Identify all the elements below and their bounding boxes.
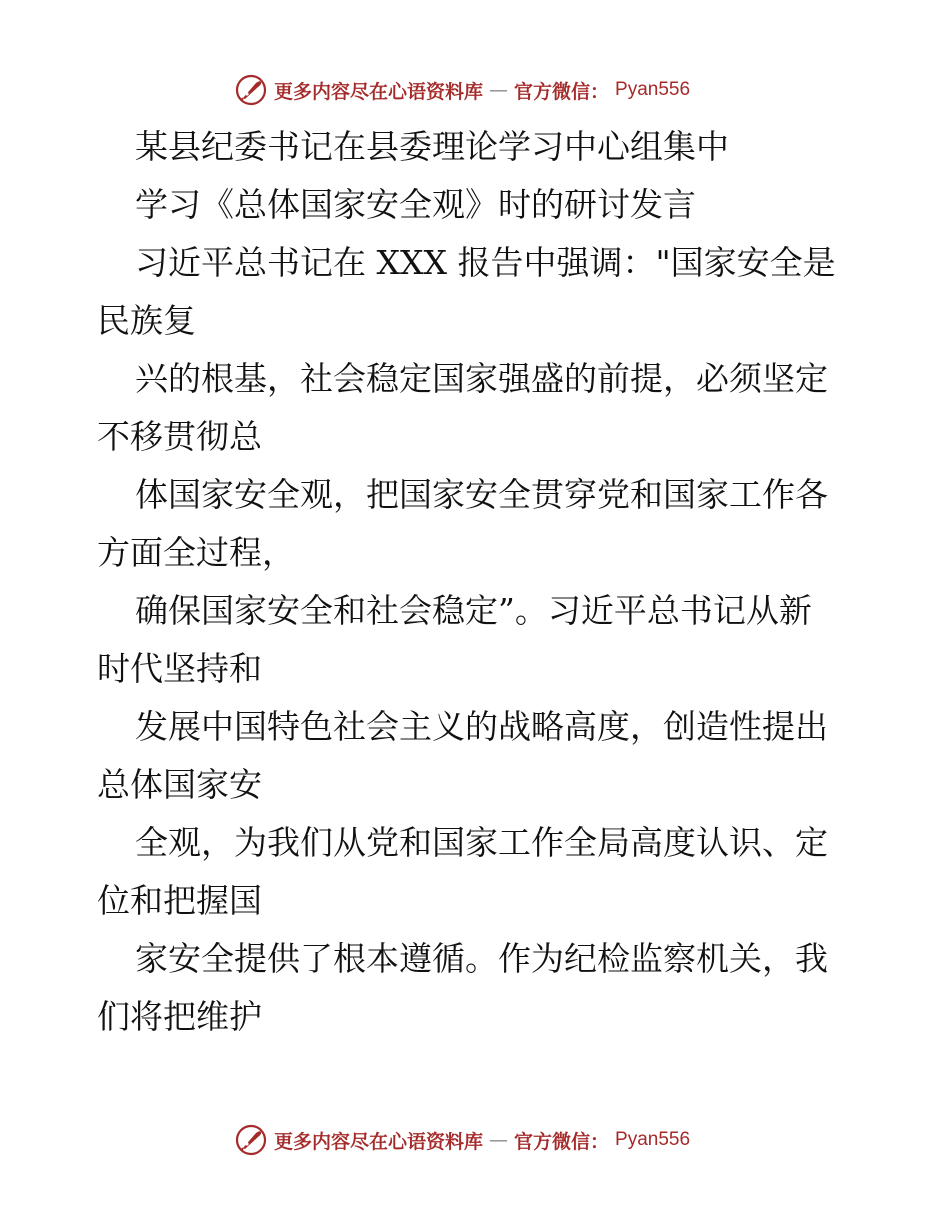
header-watermark [234, 72, 690, 108]
paragraph-line: 家安全提供了根本遵循。作为纪检监察机关，我 [135, 939, 828, 978]
paragraph-line: 体国家安全观，把国家安全贯穿党和国家工作各 [135, 475, 828, 514]
paragraph-line: 全观，为我们从党和国家工作全局高度认识、定 [135, 823, 828, 862]
quill-pen-logo-icon [234, 73, 268, 107]
paragraph-line: 习近平总书记在 XXX 报告中强调："国家安全是 [135, 243, 836, 282]
watermark-wechat-label: 官方微信： [514, 80, 610, 103]
document-title-line-1: 某县纪委书记在县委理论学习中心组集中 [135, 127, 729, 166]
paragraph-line: 总体国家安 [97, 765, 262, 804]
watermark-wechat-id: Pyan556 [615, 1129, 691, 1150]
paragraph-line: 位和把握国 [97, 881, 262, 920]
paragraph-line: 方面全过程， [97, 533, 295, 572]
paragraph-line: 不移贯彻总 [97, 417, 262, 456]
paragraph-line: 民族复 [97, 301, 196, 340]
watermark-separator: — [489, 1129, 509, 1151]
footer-watermark [234, 1122, 690, 1158]
document-title-line-2: 学习《总体国家安全观》时的研讨发言 [135, 185, 696, 224]
paragraph-line: 们将把维护 [97, 997, 262, 1036]
watermark-site-text: 更多内容尽在心语资料库 [274, 80, 484, 103]
watermark-site-text: 更多内容尽在心语资料库 [274, 1130, 484, 1153]
watermark-wechat-label: 官方微信： [514, 1130, 610, 1153]
watermark-separator: — [489, 79, 509, 101]
paragraph-line: 时代坚持和 [97, 649, 262, 688]
paragraph-line: 发展中国特色社会主义的战略高度，创造性提出 [135, 707, 828, 746]
watermark-wechat-id: Pyan556 [615, 79, 691, 100]
paragraph-line: 兴的根基，社会稳定国家强盛的前提，必须坚定 [135, 359, 828, 398]
paragraph-line: 确保国家安全和社会稳定”。习近平总书记从新 [135, 591, 812, 630]
quill-pen-logo-icon [234, 1123, 268, 1157]
